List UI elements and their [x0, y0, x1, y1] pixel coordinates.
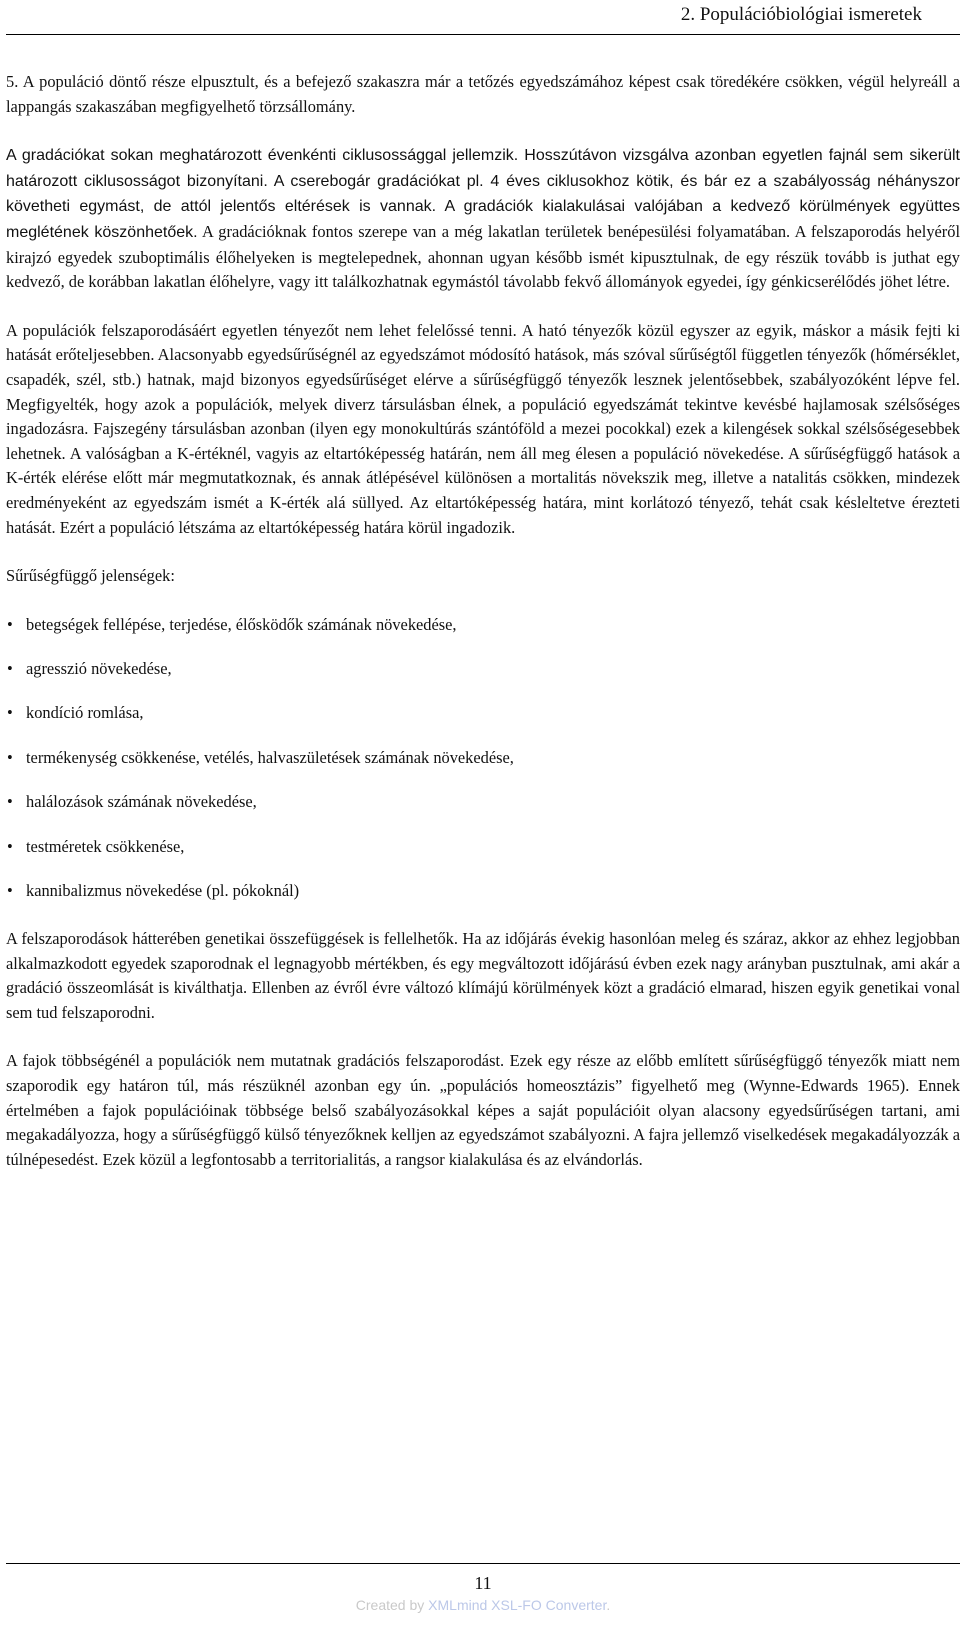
list-item	[6, 657, 960, 681]
list-item-text: termékenység csökkenése, vetélés, halvaszületések számának növekedése,	[26, 747, 514, 767]
converter-credit	[6, 1596, 960, 1614]
bullet-icon: •	[7, 792, 13, 812]
paragraph-genetics: A felszaporodások hátterében genetikai összefüggések is fellelhetők. Ha az időjárás évekig hasonlóan meleg és száraz, akkor az ehhez legjobban alkalmazkodott egyedek szaporodnak el legnagyobb mértékben, és egy megváltozott időjárású évben ezek nagy arányban pusztulnak, ami akár a gradáció összeomlását is kiválthatja. Ellenben az évről évre változó klímájú körülmények közt a gradáció elmarad, hiszen egyik genetikai vonal sem tud felszaporodni.	[6, 929, 960, 1022]
list-item-text: betegségek fellépése, terjedése, élősködők számának növekedése,	[26, 614, 457, 634]
page-number: 11	[474, 1573, 492, 1593]
list-heading: Sűrűségfüggő jelenségek:	[6, 566, 175, 586]
page-header	[6, 0, 960, 35]
list-item	[6, 613, 960, 637]
list-item	[6, 879, 960, 903]
paragraph-stage-5: 5. A populáció döntő része elpusztult, és a befejező szakaszra már a tetőzés egyedszámához képest csak töredékére csökken, végül helyreáll a lappangás szakaszában megfigyelhető törzsállomány.	[6, 72, 960, 116]
paragraph-gradation-cycles-rest: A gradációknak fontos szerepe van a még lakatlan területek benépesülési folyamatában. A felszaporodás helyéről kirajzó egyedek szuboptimális élőhelyeken is megtelepednek, ahonnan ugyan később ismét kipusztulnak, de egy részük tovább is juthat egy kedvező, de korábban lakatlan élőhelyre, vagy itt találkozhatnak egymástól távolabb fekvő állományok egyedei, így génkicserélődés jöhet létre.	[6, 221, 960, 292]
page-footer	[6, 1563, 960, 1614]
bullet-icon: •	[7, 881, 13, 901]
credit-suffix: .	[606, 1597, 611, 1613]
paragraph-homeostasis: A fajok többségénél a populációk nem mutatnak gradációs felszaporodást. Ezek egy része az előbb említett sűrűségfüggő tényezők miatt nem szaporodik egy határon túl, más részüknél azonban egy ún. „populációs homeosztázis” figyelhető meg (Wynne-Edwards 1965). Ennek értelmében a fajok populációinak többsége belső szabályozásokkal képes a saját populációit olyan alacsony egyedsűrűségen tartani, ami megakadályozza, hogy a sűrűségfüggő külső tényezőknek kelljen az egyedszámot szabályozni. A fajra jellemző viselkedések megakadályozzák a túlnépesedést. Ezek közül a legfontosabb a territorialitás, a rangsor kialakulása és az elvándorlás.	[6, 1051, 960, 1169]
bullet-icon: •	[7, 747, 13, 767]
converter-link[interactable]: XMLmind XSL-FO Converter	[428, 1597, 607, 1613]
chapter-title: 2. Populációbiológiai ismeretek	[680, 4, 922, 25]
list-item	[6, 746, 960, 770]
paragraph-gradation-cycles-sans: A gradációkat sokan meghatározott évenkénti ciklusossággal jellemzik. Hosszútávon vizsgálva azonban egyetlen fajnál sem sikerült határozott ciklusosságot bizonyítani. A cserebogár gradációkat pl. 4 éves ciklusokhoz kötik, és bár ez a szabályosság néhányszor követheti egymást, de attól jelentős eltérések is vannak. A gradációk kialakulásai valójában a kedvező körülmények együttes meglétének köszönhetőek.	[6, 147, 960, 241]
document-body	[6, 48, 960, 1172]
list-item-text: kannibalizmus növekedése (pl. pókoknál)	[26, 881, 300, 901]
list-item-text: halálozások számának növekedése,	[26, 792, 257, 812]
bullet-icon: •	[7, 703, 13, 723]
list-item	[6, 701, 960, 725]
paragraph-gradation-cycles	[6, 143, 960, 295]
list-item	[6, 835, 960, 859]
list-item-text: agresszió növekedése,	[26, 659, 172, 679]
bullet-icon: •	[7, 836, 13, 856]
bullet-icon: •	[7, 614, 13, 634]
list-item-text: testméretek csökkenése,	[26, 836, 185, 856]
list-item	[6, 790, 960, 814]
list-item-text: kondíció romlása,	[26, 703, 144, 723]
paragraph-population-factors: A populációk felszaporodásáért egyetlen tényezőt nem lehet felelőssé tenni. A ható tényezők közül egyszer az egyik, máskor a másik fejti ki hatását erőteljesebben. Alacsonyabb egyedsűrűségnél az egyedszámot módosító hatások, más szóval sűrűségtől független tényezők (hőmérséklet, csapadék, szél, stb.) hatnak, majd bizonyos egyedsűrűséget elérve a sűrűségfüggő tényezők lesznek jelentősebbek, szabályozóként lépve fel. Megfigyelték, hogy azok a populációk, melyek diverz társulásban élnek, a populáció egyedszámát tekintve kevésbé hajlamosak szélsőséges ingadozásra. Fajszegény társulásban azonban (ilyen egy monokultúrás szántóföld a mezei pocokkal) ezek a kilengések sokkal szélsőségesebbek lehetnek. A valóságban a K-értéknél, vagyis az eltartóképesség határán, nem áll meg élesen a populáció növekedése. A sűrűségfüggő hatások a K-érték elérése előtt már megmutatkoznak, és annak átlépésével különösen a mortalitás növekszik meg, illetve a natalitás csökken, mindezek eredményeként az egyedszám ismét a K-érték alá süllyed. Az eltartóképesség határa, mint korlátozó tényező, tehát csak késleltetve érezteti hatását. Ezért a populáció létszáma az eltartóképesség határa körül ingadozik.	[6, 320, 960, 537]
credit-prefix: Created by	[355, 1597, 429, 1613]
bullet-icon: •	[7, 659, 13, 679]
density-dependent-list	[6, 613, 960, 903]
